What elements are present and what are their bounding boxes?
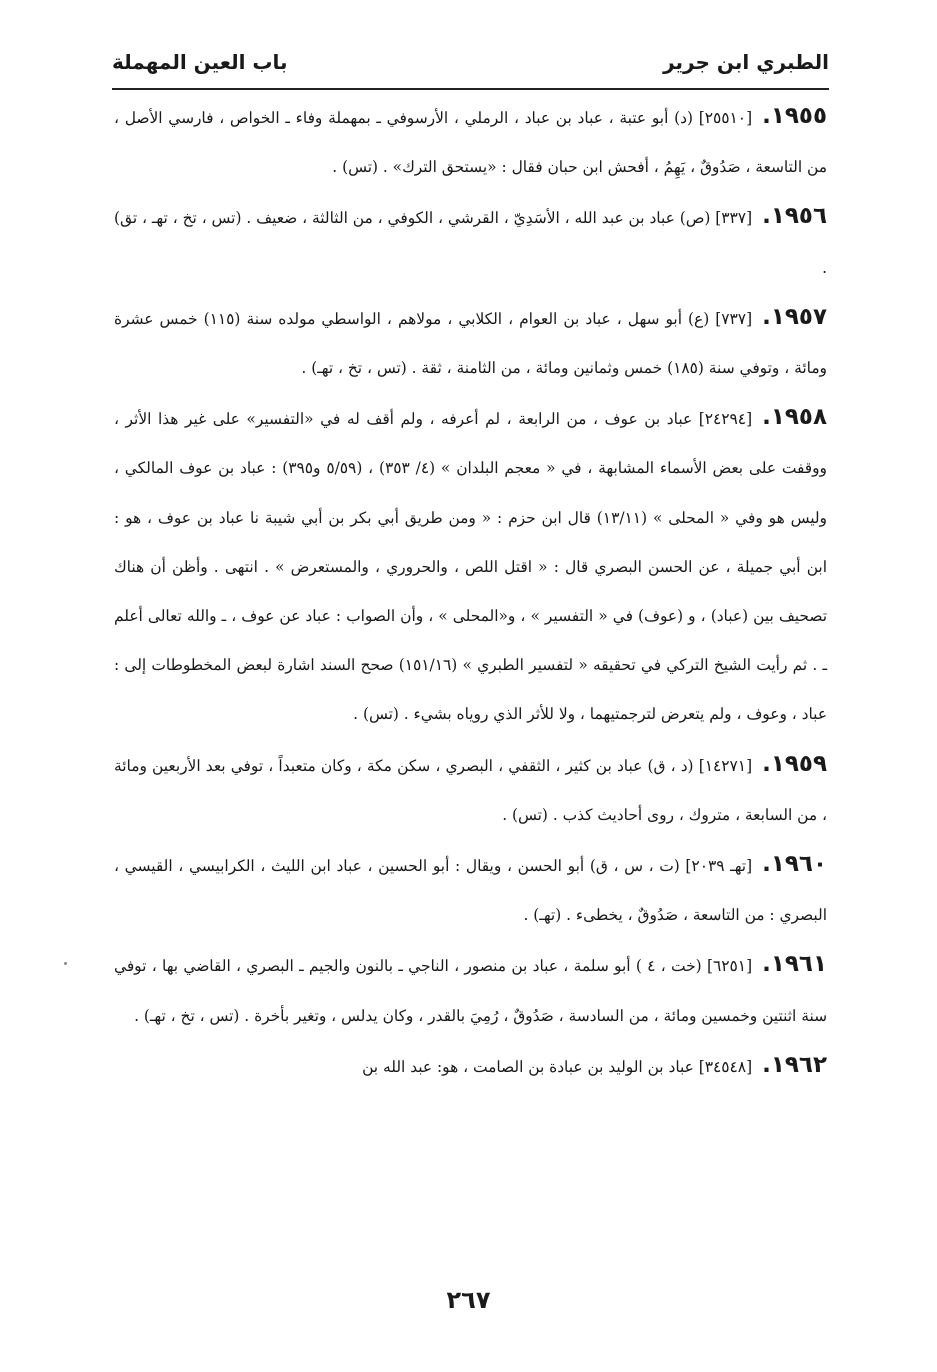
scan-speck (64, 962, 67, 965)
entry-1962 (114, 1041, 827, 1092)
running-header (112, 40, 829, 84)
entries-body (114, 92, 827, 1092)
entry-text: [٣٣٧] (ص) عباد بن عبد الله ، الأسَدِيّ ، القرشي ، الكوفي ، من الثالثة ، ضعيف . (تس ، تخ ، تهـ ، تق) . (114, 209, 827, 277)
entry-text: [٢٥٥١٠] (د) أبو عتبة ، عباد بن عباد ، الرملي ، الأرسوفي ـ بمهملة وفاء ـ الخواص ، فارسي الأصل ، من التاسعة ، صَدُوقٌ ، يَهِمُ ، أفحش ابن حبان فقال : «يستحق الترك» . (تس) . (114, 109, 827, 177)
entry-number: ١٩٥٨. (762, 404, 827, 431)
entry-number: ١٩٥٩. (762, 750, 827, 777)
header-author: الطبري ابن جرير (663, 50, 829, 74)
entry-number: ١٩٦٠. (762, 851, 827, 878)
entry-number: ١٩٦١. (762, 951, 827, 978)
entry-number: ١٩٥٦. (762, 203, 827, 230)
header-rule (112, 88, 829, 90)
entry-number: ١٩٥٥. (762, 103, 827, 129)
entry-text: [١٤٢٧١] (د ، ق) عباد بن كثير ، الثقفي ، البصري ، سكن مكة ، وكان متعبداً ، توفي بعد الأربعين ومائة ، من السابعة ، متروك ، روى أحاديث كذب . (تس) . (114, 756, 827, 824)
entry-text: [٦٢٥١] (خت ، ٤ ) أبو سلمة ، عباد بن منصور ، الناجي ـ بالنون والجيم ـ البصري ، القاضي بها ، توفي سنة اثنتين وخمسين ومائة ، من السادسة ، صَدُوقٌ ، رُمِيَ بالقدر ، وكان يدلس ، وتغير بأخرة . (تس ، تخ ، تهـ) . (114, 957, 827, 1025)
entry-1960 (114, 840, 827, 940)
entry-1959 (114, 740, 827, 840)
entry-1956 (114, 192, 827, 292)
entry-text: [تهـ ٢٠٣٩] (ت ، س ، ق) أبو الحسن ، ويقال : أبو الحسين ، عباد ابن الليث ، الكرابيسي ، القيسي ، البصري : من التاسعة ، صَدُوقٌ ، يخطىء . (تهـ) . (114, 857, 827, 925)
page-number: ٢٦٧ (446, 1286, 491, 1314)
entry-text: [٣٤٥٤٨] عباد بن الوليد بن عبادة بن الصامت ، هو: عبد الله بن (362, 1057, 753, 1076)
entry-1958 (114, 393, 827, 739)
entry-number: ١٩٦٢. (762, 1051, 827, 1078)
entry-number: ١٩٥٧. (762, 303, 827, 330)
entry-text: [٢٤٢٩٤] عباد بن عوف ، من الرابعة ، لم أعرفه ، ولم أقف له في «التفسير» على غير هذا الأثر ، ووقفت على بعض الأسماء المشابهة ، في « معجم البلدان » (٤/ ٣٥٣) ، (٥/٥٩ و٣٩٥) : عباد بن عوف المالكي ، وليس هو وفي « المحلى » (١٣/١١) قال ابن حزم : « ومن طريق أبي بكر بن أبي شيبة نا عباد بن عوف ، هو : ابن أبي جميلة ، عن الحسن البصري قال : « اقتل اللص ، والحروري ، والمستعرض » . انتهى . وأظن أن هناك تصحيف بين (عباد) ، و (عوف) في « التفسير » ، و«المحلى » ، وأن الصواب : عباد عن عوف ، ـ والله تعالى أعلم ـ . ثم رأيت الشيخ التركي في تحقيقه « لتفسير الطبري » (١٥١/١٦) صحح السند اشارة لبعض المخطوطات إلى : عباد ، وعوف ، ولم يتعرض لترجمتيهما ، ولا للأثر الذي روياه بشيء . (تس) . (114, 410, 827, 724)
entry-1961 (114, 940, 827, 1040)
header-chapter: باب العين المهملة (112, 50, 288, 74)
entry-1957 (114, 293, 827, 393)
entry-1955 (114, 92, 827, 192)
entry-text: [٧٣٧] (ع) أبو سهل ، عباد بن العوام ، الكلابي ، مولاهم ، الواسطي مولده سنة (١١٥) خمس عشرة ومائة ، وتوفي سنة (١٨٥) خمس وثمانين ومائة ، من الثامنة ، ثقة . (تس ، تخ ، تهـ) . (114, 309, 827, 378)
